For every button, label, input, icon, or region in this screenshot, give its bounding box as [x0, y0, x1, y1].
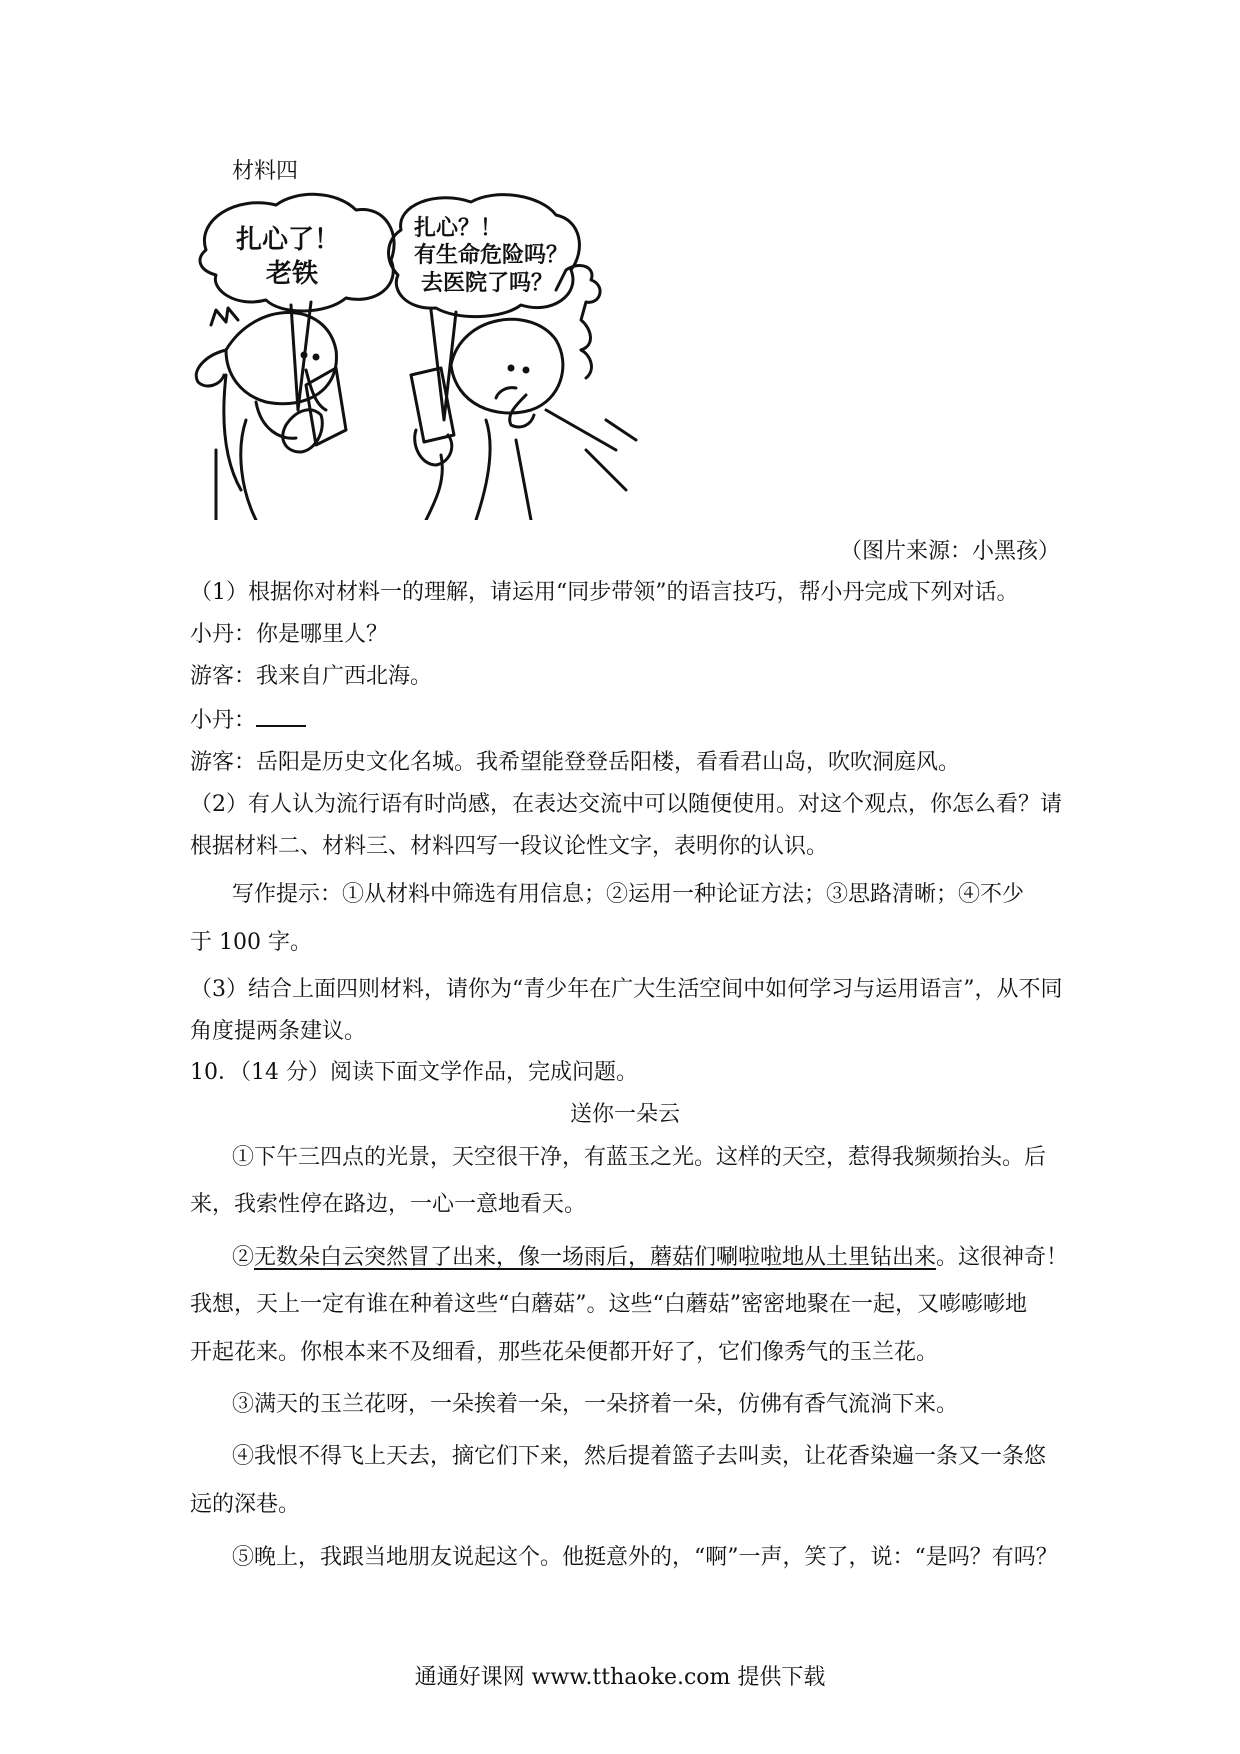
paragraph-1-line2: 来，我索性停在路边，一心一意地看天。 [190, 1192, 587, 1217]
paragraph-number: ② [232, 1245, 255, 1270]
right-person-head [451, 319, 563, 413]
question-2-line1: （2）有人认为流行语有时尚感，在表达交流中可以随便使用。对这个观点，你怎么看？请 [190, 792, 1063, 817]
answer-blank[interactable] [256, 705, 306, 727]
question-10-header: 10．（14 分）阅读下面文学作品，完成问题。 [190, 1060, 638, 1085]
paragraph-5: ⑤晚上，我跟当地朋友说起这个。他挺意外的，“啊”一声，笑了，说：“是吗？有吗？ [232, 1545, 1058, 1570]
dialogue-line-3 [190, 705, 1060, 736]
left-person-head [226, 313, 336, 404]
question-2-line2: 根据材料二、材料三、材料四写一段议论性文字，表明你的认识。 [190, 834, 829, 859]
right-bubble-line3: 去医院了吗？ [421, 271, 554, 296]
image-source-caption: （图片来源：小黑孩） [839, 539, 1060, 564]
question-3-line1: （3）结合上面四则材料，请你为“青少年在广大生活空间中如何学习与运用语言”，从不同 [190, 977, 1063, 1002]
paragraph-2-line3: 开起花来。你根本来不及细看，那些花朵便都开好了，它们像秀气的玉兰花。 [190, 1340, 939, 1365]
material-label: 材料四 [232, 159, 299, 184]
writing-hint-line1: 写作提示：①从材料中筛选有用信息；②运用一种论证方法；③思路清晰；④不少 [232, 882, 1025, 907]
dialogue-line-2: 游客：我来自广西北海。 [190, 664, 433, 689]
paragraph-4-line2: 远的深巷。 [190, 1492, 301, 1517]
left-bubble-line2: 老铁 [266, 259, 319, 289]
dialogue-line-4: 游客：岳阳是历史文化名城。我希望能登登岳阳楼，看看君山岛，吹吹洞庭风。 [190, 750, 961, 775]
left-bubble-line1: 扎心了！ [236, 225, 341, 255]
paragraph-4-line1: ④我恨不得飞上天去，摘它们下来，然后提着篮子去叫卖，让花香染遍一条又一条悠 [232, 1444, 1047, 1469]
cartoon-illustration [186, 190, 648, 520]
article-title: 送你一朵云 [569, 1102, 680, 1127]
question-1-prompt: （1）根据你对材料一的理解，请运用“同步带领”的语言技巧，帮小丹完成下列对话。 [190, 580, 1019, 605]
writing-hint-line2: 于 100 字。 [190, 930, 312, 955]
right-bubble-line1: 扎心？！ [414, 216, 503, 241]
paragraph-2-line1 [232, 1243, 1102, 1273]
page-footer: 通通好课网 www.tthaoke.com 提供下载 [414, 1665, 826, 1690]
underlined-sentence: 无数朵白云突然冒了出来，像一场雨后，蘑菇们唰啦啦地从土里钻出来 [254, 1245, 937, 1270]
paragraph-2-line2: 我想，天上一定有谁在种着这些“白蘑菇”。这些“白蘑菇”密密地聚在一起，又嘭嘭嘭地 [190, 1292, 1027, 1317]
paragraph-3: ③满天的玉兰花呀，一朵挨着一朵，一朵挤着一朵，仿佛有香气流淌下来。 [232, 1392, 959, 1417]
left-phone [306, 368, 346, 445]
question-3-line2: 角度提两条建议。 [190, 1019, 367, 1044]
paragraph-1-line1: ①下午三四点的光景，天空很干净，有蓝玉之光。这样的天空，惹得我频频抬头。后 [232, 1145, 1047, 1170]
dialogue-line-1: 小丹：你是哪里人？ [190, 622, 389, 647]
right-bubble-line2: 有生命危险吗？ [414, 243, 569, 268]
paragraph-2-rest: 。这很神奇！ [936, 1245, 1069, 1270]
dialogue-speaker: 小丹： [190, 708, 257, 733]
